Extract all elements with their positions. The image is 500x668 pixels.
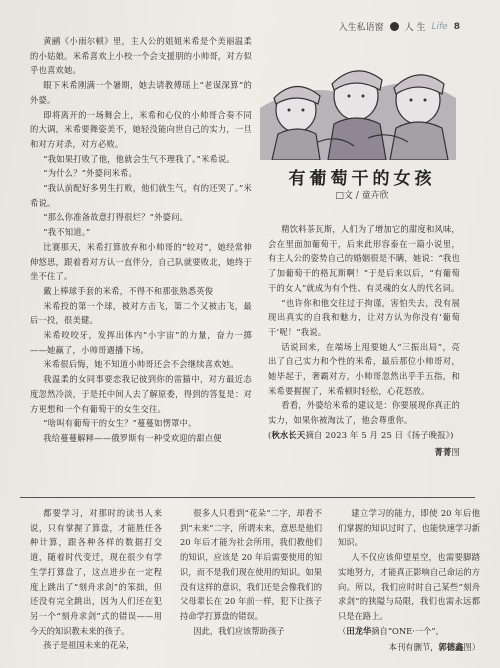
paragraph: 米希咬咬牙，发挥出体内“小宇宙”的力量，奋力一掷——她赢了，小帅哥遇播下场。: [30, 330, 252, 355]
header-life-cn: 人 生: [404, 23, 426, 33]
article-source: 摘自 2023 年 5 月 25 日《扬子晚报》: [305, 429, 451, 440]
bottom-source-name: 田龙华: [346, 625, 372, 636]
header-life-en: Life: [431, 21, 448, 32]
bottom-credit-prefix: 本刊有删节，: [388, 642, 439, 653]
header-column-name: 入生私语窗: [338, 23, 384, 33]
article-illustrator-credit: [268, 445, 460, 460]
paragraph: 米希很后悔，她不知道小帅哥还会不会继续喜欢她。: [43, 359, 239, 370]
paragraph: 话说回来，在端场上甩要她人“三振出局”，亮出了自己实力和个性的米希，最后那位小帅哥对，她毕起于，奢霸对方，小帅哥忽然出乎手五指，和米希要握握了，米希顿时轻松，心花怒放。: [268, 341, 460, 396]
paragraph: 精饮料茶瓦斯，人们为了增加它的甜度和风味，会在里面加葡萄干，后来此形容泰在一篇小说里，有主人公的姿势自己的婚姻很是不瞒，她说：“我也了加葡萄干的格瓦斯啊！”于是后来以后，“有葡萄干的女人”就成为有个性、有灵魂的女人的代名词。: [268, 224, 460, 293]
bottom-column-3: 建立学习的能力，即使 20 年后他们掌握的知识过时了，也能快速学习新知识。 人不仅应该仰望星空，也需要脚踏实地努力，才能真正影响自己命运的方向。所以，我们应时时自己某些“刻舟求剑”的狭隘与局限，我们也需永远都只是在路上。 （田龙华摘自“ONE·一个”， 本刊有删节，郭德鑫图）: [338, 506, 480, 655]
paragraph: 戴上棒球手套的米希，不得不和那张熟悉英俊: [43, 285, 214, 296]
paragraph: 眼下米希刚满一个暑期，她去请教傅瑶上“老谋深算”的外婆。: [30, 80, 252, 105]
paragraph: 都要学习，对那时的读书人来说，只有掌握了算盘，才能胜任各种计算，跟各种各样的数据打交道，随着时代变迁，现在很少有学生学打算盘了，这点进步在一定程度上跳出了“刻舟求剑”的笨拙，但还没有完全跳出，因为人们还在犯另一个“刻舟求剑”式的错误——用今天的知识教未来的孩子。: [30, 508, 162, 636]
paragraph: 看看，外婆给米希的建议是：你要展现你真正的实力，如果你被淘汰了，他会尊重你。: [268, 400, 460, 426]
header-dot-icon: [390, 22, 399, 31]
paragraph: “也许你和他交往过于拘谨，害怕失去，没有展现出真实的自我和魅力，让对方认为你没有‘葡萄干’呢！”我说。: [268, 297, 460, 337]
bottom-column-2: [180, 506, 322, 638]
illustrator-name: 菁菁: [434, 446, 452, 457]
paragraph: “我不知道。”: [43, 227, 91, 238]
article-author: □文 / 童卉欣: [335, 191, 389, 201]
bottom-credit: 本刊有删节，郭德鑫图）: [388, 642, 480, 653]
paragraph: 建立学习的能力，即使 20 年后他们掌握的知识过时了，也能快速学习新知识。: [338, 508, 480, 548]
paragraph: 人不仅应该仰望星空，也需要脚踏实地努力，才能真正影响自己命运的方向。所以，我们应时时自己某些“刻舟求剑”的狭隘与局限，我们也需永远都只是在路上。: [338, 552, 480, 621]
bottom-credit-name: 郭德鑫: [438, 642, 464, 653]
paragraph: “那么你准备故意打得很烂？”外婆问。: [43, 212, 189, 223]
paragraph: 因此，我们应该帮助孩子: [193, 625, 285, 636]
article-title: 有葡萄干的女孩: [288, 169, 436, 189]
paragraph: 孩子是祖国未来的花朵，: [43, 640, 135, 651]
paragraph: 我温柔的女同事要恋我记彼到你的雷猫中，对方最近态度忽然冷淡，于是托中间人去了解原委，得到的答复是：对方更想和一个有葡萄干的女生交往。: [30, 374, 252, 414]
three-girls-illustration: [258, 38, 458, 160]
paragraph: 很多人只看到“花朵”二字，却看不到“未来”二字，所谓未来，意思是他们 20 年后才能为社会所用，我们教他们的知识，应该是 20 年后需要使用的知识，而不是我们现在使用的知识。如果没有这样的意识，我们还是会像我们的父母辈长在 20 年前一样，犯下让孩子持命学打算盘的错误。: [180, 508, 322, 621]
header-page-mark: 8: [453, 21, 460, 32]
bottom-source: 摘自“ONE·一个”，: [371, 625, 444, 636]
paragraph: 比赛那天，米希打算放弃和小帅哥的“较对”，她经常伸伸悠思，跟着看对方认一直伴分，自己队就要败北，她终于坐不住了。: [30, 241, 252, 282]
paragraph: “我认前配好多男生打败，他们就生气，有的还哭了。”米希说。: [30, 183, 252, 208]
paragraph: “为什么？”外婆问米希。: [43, 168, 138, 179]
paragraph: 黄鹂《小雨尔顿》里，主人公的姐姐米希是个美丽温柔的小姑娘。米希喜欢上小校一个会支援朋的小帅哥，对方似乎也喜欢她。: [30, 36, 252, 76]
bottom-column-1: [30, 506, 162, 653]
paragraph: 我给蔓蔓解释——俄罗斯有一种受欢迎的甜点便: [43, 432, 222, 443]
paragraph: “我如果打败了他，他就会生气不理我了。”米希说。: [43, 153, 235, 164]
article-left-column: [30, 34, 252, 446]
paragraph: 即将离开的一场舞会上，米希和心仪的小帅哥合奏不同的大调，米希要舞姿美不，她轻没能向世自己的实力，一旦和对方对杀，对方必败。: [30, 109, 252, 149]
section-divider: [20, 497, 475, 498]
illustrator-suffix: 图: [451, 446, 460, 457]
page-header: [339, 20, 460, 33]
paragraph: 米希投的第一个球，被对方击飞，第二个又被击飞，最后一投，很美健。: [30, 300, 252, 326]
bottom-credit-suffix: 图: [463, 642, 472, 653]
article-right-column: 精饮料茶瓦斯，人们为了增加它的甜度和风味，会在里面加葡萄干，后来此形容泰在一篇小说里，有主人公的姿势自己的婚姻很是不瞒，她说：“我也了加葡萄干的格瓦斯啊！”于是后来以后，“有葡萄干的女人”就成为有个性、有灵魂的女人的代名词。 “也许你和他交往过于拘谨，害怕失去，没有展现出真实的自我和魅力，让对方认为你没有‘葡萄干’呢！”我说。 话说回来，在端场上甩要她人“三振出局”，亮出了自己实力和个性的米希，最后那位小帅哥对，她毕起于，奢霸对方，小帅哥忽然出乎手五指，和米希要握握了，米希顿时轻松，心花怒放。 看看，外婆给米希的建议是：你要展现你真正的实力，如果你被淘汰了，他会尊重你。 (秋水长天摘自 2023 年 5 月 25 日《扬子晚报》) 菁菁图: [268, 222, 460, 459]
paragraph: “啥叫有葡萄干的女生？”蔓蔓如愣罩中。: [43, 418, 197, 429]
article-source-name: 秋水长天: [271, 429, 306, 440]
